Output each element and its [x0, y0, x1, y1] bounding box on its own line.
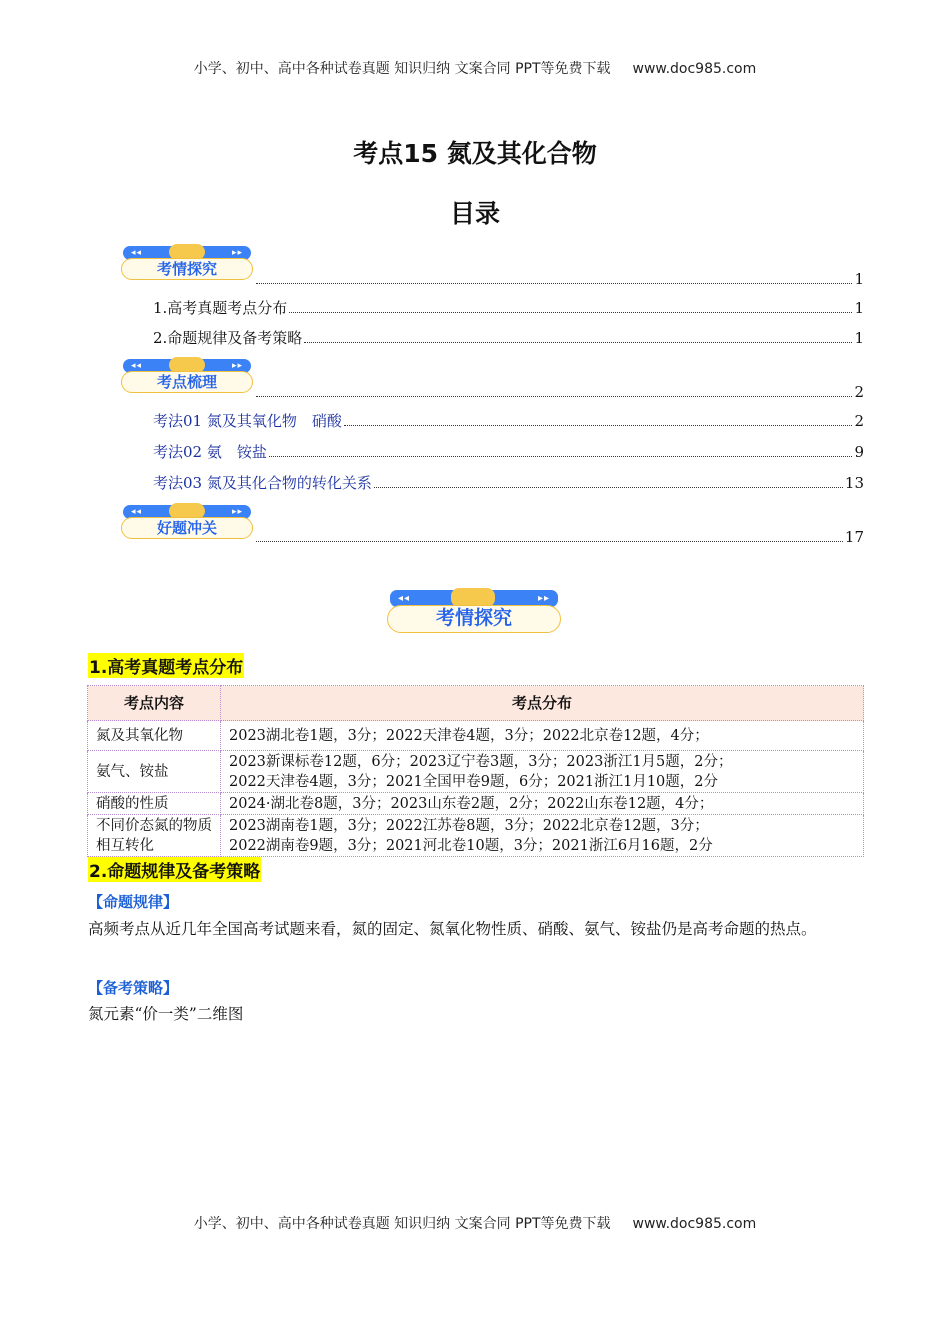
table-cell-dist: 2023湖南卷1题，3分；2022江苏卷8题，3分；2022北京卷12题，3分； 2022湖南卷9题，3分；2021河北卷10题，3分；2021浙江6月16题，2分 — [221, 815, 864, 857]
toc-entry-practice[interactable]: 17 — [254, 528, 864, 546]
table-cell-dist: 2024·湖北卷8题，3分；2023山东卷2题，2分；2022山东卷12题，4分； — [221, 793, 864, 815]
strategy-paragraph: 氮元素“价一类”二维图 — [88, 1005, 244, 1023]
section-heading-strategy: 2.命题规律及备考策略 — [88, 857, 261, 882]
table-cell-dist: 2023湖北卷1题，3分；2022天津卷4题，3分；2022北京卷12题，4分； — [221, 721, 864, 751]
table-cell-topic: 氨气、铵盐 — [88, 751, 221, 793]
table-cell-topic: 氮及其氧化物 — [88, 721, 221, 751]
badge-review — [121, 359, 253, 395]
badge-practice — [121, 505, 253, 541]
footer-url[interactable]: www.doc985.com — [632, 1216, 757, 1232]
rule-paragraph: 高频考点从近几年全国高考试题来看，氮的固定、氮氧化物性质、硝酸、氨气、铵盐仍是高考命题的热点。 — [88, 920, 817, 938]
table-cell-topic: 硝酸的性质 — [88, 793, 221, 815]
table-cell-topic: 不同价态氮的物质相互转化 — [88, 815, 221, 857]
toc-entry-method-01[interactable]: 考法01 氮及其氧化物 硝酸 2 — [153, 412, 864, 430]
header-text: 小学、初中、高中各种试卷真题 知识归纳 文案合同 PPT等免费下载 — [193, 61, 611, 77]
badge-arrows: ◂◂ ▸▸ — [123, 246, 251, 260]
table-header-row — [88, 686, 864, 721]
toc-entry[interactable]: 2.命题规律及备考策略 1 — [153, 329, 864, 347]
document-title: 考点15 氮及其化合物 — [353, 139, 597, 168]
table-row — [88, 721, 864, 751]
table-row — [88, 751, 864, 793]
toc-entry-method-03[interactable]: 考法03 氮及其化合物的转化关系 13 — [153, 474, 864, 492]
badge-review-label: 考点梳理 — [121, 371, 253, 393]
table-row — [88, 793, 864, 815]
table-row — [88, 815, 864, 857]
page-header — [0, 58, 950, 78]
exam-distribution-table — [87, 685, 864, 857]
column-header: 考点分布 — [221, 686, 864, 721]
page-footer — [0, 1213, 950, 1233]
toc-entry[interactable]: 1.高考真题考点分布 1 — [153, 299, 864, 317]
badge-arrows: ◂◂ ▸▸ — [123, 359, 251, 373]
footer-text: 小学、初中、高中各种试卷真题 知识归纳 文案合同 PPT等免费下载 — [193, 1216, 611, 1232]
section-heading-distribution: 1.高考真题考点分布 — [88, 653, 244, 678]
toc-entry-review[interactable]: 2 — [254, 383, 864, 401]
rule-label: 【命题规律】 — [88, 893, 179, 911]
toc-entry-explore[interactable]: 1 — [254, 270, 864, 288]
badge-explore-section — [387, 590, 561, 634]
badge-practice-label: 好题冲关 — [121, 517, 253, 539]
badge-explore-section-label: 考情探究 — [387, 605, 561, 633]
strategy-label: 【备考策略】 — [88, 979, 179, 997]
badge-arrows: ◂◂ ▸▸ — [390, 590, 558, 607]
table-cell-dist: 2023新课标卷12题，6分；2023辽宁卷3题，3分；2023浙江1月5题，2分； 2022天津卷4题，3分；2021全国甲卷9题，6分；2021浙江1月10题，2分 — [221, 751, 864, 793]
toc-entry-method-02[interactable]: 考法02 氨 铵盐 9 — [153, 443, 864, 461]
toc-title: 目录 — [449, 199, 500, 228]
badge-explore-label: 考情探究 — [121, 258, 253, 280]
badge-explore — [121, 246, 253, 282]
badge-arrows: ◂◂ ▸▸ — [123, 505, 251, 519]
column-header: 考点内容 — [88, 686, 221, 721]
header-url[interactable]: www.doc985.com — [632, 61, 757, 77]
